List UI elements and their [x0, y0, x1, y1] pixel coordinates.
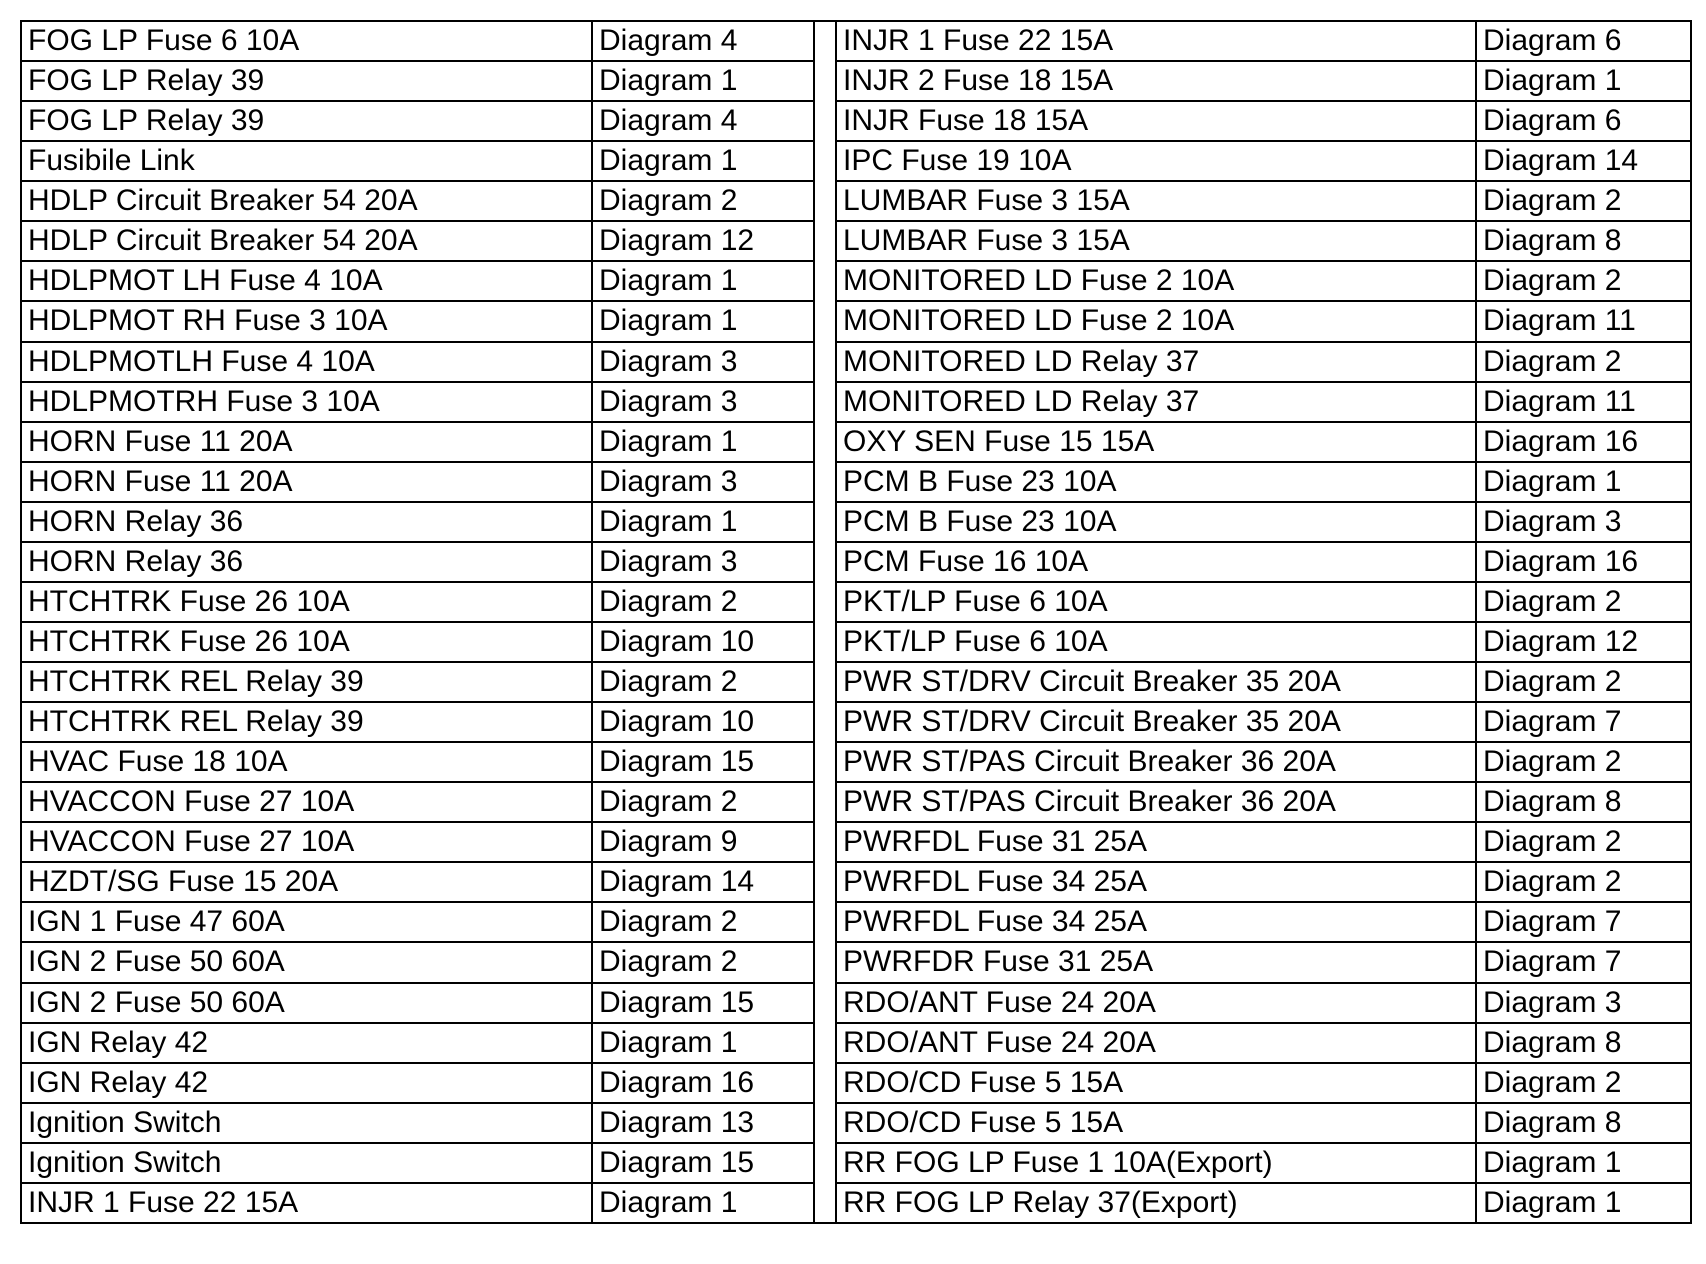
diagram-reference-cell: Diagram 2 [1483, 865, 1622, 899]
component-name-cell: INJR Fuse 18 15A [837, 102, 1477, 140]
table-row [837, 663, 1690, 703]
diagram-reference-cell: Diagram 2 [599, 905, 738, 939]
diagram-reference-cell: Diagram 6 [1483, 24, 1622, 58]
diagram-reference-cell: Diagram 2 [1483, 584, 1622, 618]
component-name-cell: OXY SEN Fuse 15 15A [837, 423, 1477, 461]
diagram-reference-cell: Diagram 8 [1483, 224, 1622, 258]
component-name-cell: PCM B Fuse 23 10A [837, 503, 1477, 541]
component-name-cell: IGN 2 Fuse 50 60A [22, 984, 593, 1022]
component-name-cell: IPC Fuse 19 10A [837, 142, 1477, 180]
component-name-cell: HTCHTRK REL Relay 39 [22, 703, 593, 741]
diagram-reference-cell: Diagram 1 [599, 264, 738, 298]
diagram-reference-cell: Diagram 14 [1483, 144, 1639, 178]
component-name-cell: Ignition Switch [22, 1104, 593, 1142]
diagram-reference-cell: Diagram 3 [1483, 504, 1622, 538]
diagram-reference-cell: Diagram 8 [1483, 1025, 1622, 1059]
component-name-cell: Fusibile Link [22, 142, 593, 180]
table-row [22, 903, 813, 943]
table-row [22, 1144, 813, 1184]
diagram-reference-cell: Diagram 6 [1483, 104, 1622, 138]
table-row [837, 623, 1690, 663]
diagram-reference-cell: Diagram 16 [1483, 424, 1639, 458]
table-row [837, 22, 1690, 62]
diagram-reference-cell: Diagram 1 [1483, 64, 1622, 98]
diagram-reference-cell: Diagram 1 [1483, 1185, 1622, 1219]
diagram-reference-cell: Diagram 2 [1483, 745, 1622, 779]
table-row [837, 62, 1690, 102]
table-row [837, 343, 1690, 383]
table-row [22, 102, 813, 142]
component-name-cell: RDO/ANT Fuse 24 20A [837, 1024, 1477, 1062]
diagram-reference-cell: Diagram 2 [1483, 264, 1622, 298]
diagram-reference-cell: Diagram 8 [1483, 1105, 1622, 1139]
component-name-cell: HORN Relay 36 [22, 503, 593, 541]
component-name-cell: PWR ST/DRV Circuit Breaker 35 20A [837, 663, 1477, 701]
component-name-cell: RDO/CD Fuse 5 15A [837, 1104, 1477, 1142]
component-name-cell: MONITORED LD Fuse 2 10A [837, 262, 1477, 300]
diagram-reference-cell: Diagram 7 [1483, 905, 1622, 939]
table-row [837, 863, 1690, 903]
component-name-cell: INJR 2 Fuse 18 15A [837, 62, 1477, 100]
component-name-cell: HORN Relay 36 [22, 543, 593, 581]
left-column-table [22, 22, 813, 1222]
component-name-cell: HDLPMOT LH Fuse 4 10A [22, 262, 593, 300]
table-row [22, 62, 813, 102]
component-name-cell: LUMBAR Fuse 3 15A [837, 182, 1477, 220]
table-row [837, 423, 1690, 463]
component-name-cell: HDLPMOTLH Fuse 4 10A [22, 343, 593, 381]
column-separator [813, 22, 837, 1222]
component-name-cell: HZDT/SG Fuse 15 20A [22, 863, 593, 901]
component-name-cell: PKT/LP Fuse 6 10A [837, 583, 1477, 621]
table-row [22, 623, 813, 663]
diagram-reference-cell: Diagram 3 [1483, 985, 1622, 1019]
component-name-cell: HTCHTRK Fuse 26 10A [22, 583, 593, 621]
diagram-reference-cell: Diagram 1 [599, 504, 738, 538]
table-row [22, 463, 813, 503]
table-row [837, 984, 1690, 1024]
diagram-reference-cell: Diagram 1 [599, 144, 738, 178]
table-row [22, 182, 813, 222]
component-name-cell: INJR 1 Fuse 22 15A [22, 1184, 593, 1222]
diagram-reference-cell: Diagram 2 [599, 665, 738, 699]
table-row [22, 503, 813, 543]
diagram-reference-cell: Diagram 4 [599, 24, 738, 58]
table-row [837, 1024, 1690, 1064]
diagram-reference-cell: Diagram 16 [599, 1065, 755, 1099]
table-row [837, 903, 1690, 943]
component-name-cell: PWRFDL Fuse 34 25A [837, 863, 1477, 901]
table-row [22, 703, 813, 743]
diagram-reference-cell: Diagram 7 [1483, 705, 1622, 739]
component-name-cell: FOG LP Relay 39 [22, 102, 593, 140]
diagram-reference-cell: Diagram 3 [599, 544, 738, 578]
component-name-cell: PWRFDL Fuse 31 25A [837, 823, 1477, 861]
component-name-cell: HORN Fuse 11 20A [22, 463, 593, 501]
table-row [22, 543, 813, 583]
diagram-reference-cell: Diagram 3 [599, 384, 738, 418]
component-name-cell: HVACCON Fuse 27 10A [22, 783, 593, 821]
component-name-cell: RR FOG LP Fuse 1 10A(Export) [837, 1144, 1477, 1182]
diagram-reference-cell: Diagram 15 [599, 985, 755, 1019]
diagram-reference-cell: Diagram 2 [599, 184, 738, 218]
table-row [22, 423, 813, 463]
diagram-reference-cell: Diagram 2 [1483, 184, 1622, 218]
diagram-reference-cell: Diagram 1 [599, 1185, 738, 1219]
diagram-reference-cell: Diagram 16 [1483, 544, 1639, 578]
table-row [22, 943, 813, 983]
diagram-reference-cell: Diagram 2 [599, 785, 738, 819]
diagram-reference-cell: Diagram 12 [1483, 624, 1639, 658]
diagram-reference-cell: Diagram 2 [1483, 665, 1622, 699]
component-name-cell: HDLP Circuit Breaker 54 20A [22, 222, 593, 260]
diagram-reference-cell: Diagram 1 [599, 424, 738, 458]
component-name-cell: INJR 1 Fuse 22 15A [837, 22, 1477, 60]
component-name-cell: PWR ST/DRV Circuit Breaker 35 20A [837, 703, 1477, 741]
component-name-cell: PWR ST/PAS Circuit Breaker 36 20A [837, 783, 1477, 821]
component-index-table [20, 20, 1692, 1224]
table-row [837, 783, 1690, 823]
table-row [22, 783, 813, 823]
component-name-cell: FOG LP Fuse 6 10A [22, 22, 593, 60]
diagram-reference-cell: Diagram 2 [1483, 344, 1622, 378]
component-name-cell: PWRFDL Fuse 34 25A [837, 903, 1477, 941]
component-name-cell: HDLPMOTRH Fuse 3 10A [22, 383, 593, 421]
table-row [22, 343, 813, 383]
diagram-reference-cell: Diagram 3 [599, 344, 738, 378]
diagram-reference-cell: Diagram 15 [599, 745, 755, 779]
diagram-reference-cell: Diagram 7 [1483, 945, 1622, 979]
table-row [837, 583, 1690, 623]
table-row [837, 1064, 1690, 1104]
table-row [837, 823, 1690, 863]
diagram-reference-cell: Diagram 2 [1483, 825, 1622, 859]
table-row [837, 102, 1690, 142]
component-name-cell: IGN 1 Fuse 47 60A [22, 903, 593, 941]
table-row [22, 1064, 813, 1104]
component-name-cell: PCM B Fuse 23 10A [837, 463, 1477, 501]
component-name-cell: HORN Fuse 11 20A [22, 423, 593, 461]
component-name-cell: HTCHTRK Fuse 26 10A [22, 623, 593, 661]
diagram-reference-cell: Diagram 14 [599, 865, 755, 899]
table-row [22, 142, 813, 182]
table-row [837, 743, 1690, 783]
table-row [837, 182, 1690, 222]
table-row [837, 1184, 1690, 1222]
diagram-reference-cell: Diagram 3 [599, 464, 738, 498]
diagram-reference-cell: Diagram 10 [599, 705, 755, 739]
component-name-cell: IGN Relay 42 [22, 1024, 593, 1062]
table-row [22, 1104, 813, 1144]
diagram-reference-cell: Diagram 1 [1483, 464, 1622, 498]
diagram-reference-cell: Diagram 13 [599, 1105, 755, 1139]
table-row [22, 302, 813, 342]
diagram-reference-cell: Diagram 10 [599, 624, 755, 658]
table-row [837, 463, 1690, 503]
component-name-cell: RDO/ANT Fuse 24 20A [837, 984, 1477, 1022]
component-name-cell: FOG LP Relay 39 [22, 62, 593, 100]
table-row [22, 1184, 813, 1222]
component-name-cell: HDLP Circuit Breaker 54 20A [22, 182, 593, 220]
component-name-cell: RR FOG LP Relay 37(Export) [837, 1184, 1477, 1222]
table-row [22, 222, 813, 262]
diagram-reference-cell: Diagram 2 [1483, 1065, 1622, 1099]
table-row [837, 543, 1690, 583]
table-row [22, 984, 813, 1024]
component-name-cell: RDO/CD Fuse 5 15A [837, 1064, 1477, 1102]
component-name-cell: MONITORED LD Fuse 2 10A [837, 302, 1477, 340]
diagram-reference-cell: Diagram 2 [599, 584, 738, 618]
diagram-reference-cell: Diagram 8 [1483, 785, 1622, 819]
table-row [837, 383, 1690, 423]
table-row [22, 663, 813, 703]
diagram-reference-cell: Diagram 12 [599, 224, 755, 258]
table-row [837, 142, 1690, 182]
table-row [837, 703, 1690, 743]
diagram-reference-cell: Diagram 9 [599, 825, 738, 859]
component-name-cell: PWR ST/PAS Circuit Breaker 36 20A [837, 743, 1477, 781]
diagram-reference-cell: Diagram 1 [599, 64, 738, 98]
component-name-cell: HTCHTRK REL Relay 39 [22, 663, 593, 701]
component-name-cell: MONITORED LD Relay 37 [837, 383, 1477, 421]
diagram-reference-cell: Diagram 1 [599, 1025, 738, 1059]
diagram-reference-cell: Diagram 1 [1483, 1145, 1622, 1179]
component-name-cell: LUMBAR Fuse 3 15A [837, 222, 1477, 260]
component-name-cell: IGN 2 Fuse 50 60A [22, 943, 593, 981]
component-name-cell: Ignition Switch [22, 1144, 593, 1182]
table-row [22, 383, 813, 423]
table-row [22, 823, 813, 863]
table-row [22, 262, 813, 302]
diagram-reference-cell: Diagram 11 [1483, 304, 1636, 338]
table-row [22, 583, 813, 623]
component-name-cell: MONITORED LD Relay 37 [837, 343, 1477, 381]
component-name-cell: IGN Relay 42 [22, 1064, 593, 1102]
component-name-cell: PCM Fuse 16 10A [837, 543, 1477, 581]
table-row [22, 1024, 813, 1064]
table-row [837, 222, 1690, 262]
diagram-reference-cell: Diagram 4 [599, 104, 738, 138]
diagram-reference-cell: Diagram 1 [599, 304, 738, 338]
table-row [837, 503, 1690, 543]
component-name-cell: PKT/LP Fuse 6 10A [837, 623, 1477, 661]
table-row [22, 22, 813, 62]
table-row [837, 1104, 1690, 1144]
component-name-cell: PWRFDR Fuse 31 25A [837, 943, 1477, 981]
table-row [22, 743, 813, 783]
component-name-cell: HDLPMOT RH Fuse 3 10A [22, 302, 593, 340]
table-row [837, 302, 1690, 342]
table-row [22, 863, 813, 903]
diagram-reference-cell: Diagram 2 [599, 945, 738, 979]
diagram-reference-cell: Diagram 15 [599, 1145, 755, 1179]
table-row [837, 1144, 1690, 1184]
table-row [837, 262, 1690, 302]
component-name-cell: HVAC Fuse 18 10A [22, 743, 593, 781]
table-row [837, 943, 1690, 983]
diagram-reference-cell: Diagram 11 [1483, 384, 1636, 418]
right-column-table [837, 22, 1690, 1222]
component-name-cell: HVACCON Fuse 27 10A [22, 823, 593, 861]
